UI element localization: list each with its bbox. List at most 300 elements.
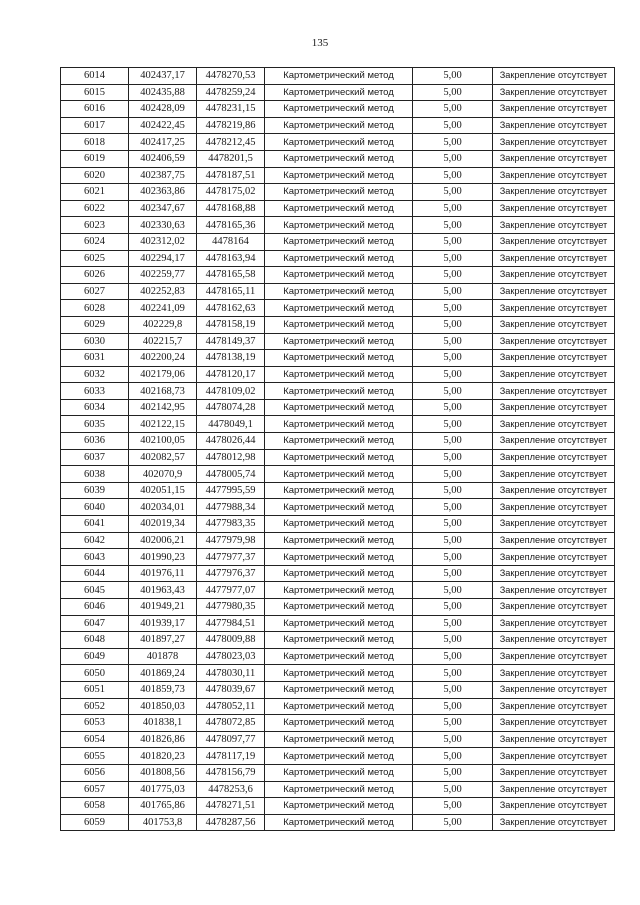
fixation-cell: Закрепление отсутствует [493, 466, 615, 483]
method-cell: Картометрический метод [265, 366, 413, 383]
point-number-cell: 6043 [61, 549, 129, 566]
y-coordinate-cell: 4477988,34 [197, 499, 265, 516]
y-coordinate-cell: 4478026,44 [197, 433, 265, 450]
x-coordinate-cell: 402168,73 [129, 383, 197, 400]
fixation-cell: Закрепление отсутствует [493, 101, 615, 118]
y-coordinate-cell: 4478009,88 [197, 632, 265, 649]
table-row [61, 250, 615, 267]
table-row [61, 648, 615, 665]
table-row [61, 68, 615, 85]
method-cell: Картометрический метод [265, 250, 413, 267]
fixation-cell: Закрепление отсутствует [493, 748, 615, 765]
fixation-cell: Закрепление отсутствует [493, 333, 615, 350]
method-cell: Картометрический метод [265, 681, 413, 698]
point-number-cell: 6025 [61, 250, 129, 267]
table-row [61, 599, 615, 616]
y-coordinate-cell: 4478165,36 [197, 217, 265, 234]
precision-cell: 5,00 [413, 68, 493, 85]
y-coordinate-cell: 4478201,5 [197, 150, 265, 167]
point-number-cell: 6039 [61, 482, 129, 499]
point-number-cell: 6052 [61, 698, 129, 715]
point-number-cell: 6048 [61, 632, 129, 649]
x-coordinate-cell: 402215,7 [129, 333, 197, 350]
table-row [61, 516, 615, 533]
fixation-cell: Закрепление отсутствует [493, 731, 615, 748]
method-cell: Картометрический метод [265, 333, 413, 350]
precision-cell: 5,00 [413, 466, 493, 483]
y-coordinate-cell: 4478162,63 [197, 300, 265, 317]
point-number-cell: 6047 [61, 615, 129, 632]
fixation-cell: Закрепление отсутствует [493, 200, 615, 217]
point-number-cell: 6051 [61, 681, 129, 698]
precision-cell: 5,00 [413, 798, 493, 815]
table-row [61, 582, 615, 599]
x-coordinate-cell: 401753,8 [129, 814, 197, 831]
y-coordinate-cell: 4478012,98 [197, 449, 265, 466]
table-row [61, 300, 615, 317]
y-coordinate-cell: 4478164 [197, 233, 265, 250]
point-number-cell: 6040 [61, 499, 129, 516]
point-number-cell: 6028 [61, 300, 129, 317]
fixation-cell: Закрепление отсутствует [493, 764, 615, 781]
point-number-cell: 6024 [61, 233, 129, 250]
method-cell: Картометрический метод [265, 84, 413, 101]
x-coordinate-cell: 401949,21 [129, 599, 197, 616]
precision-cell: 5,00 [413, 731, 493, 748]
fixation-cell: Закрепление отсутствует [493, 150, 615, 167]
point-number-cell: 6055 [61, 748, 129, 765]
method-cell: Картометрический метод [265, 798, 413, 815]
y-coordinate-cell: 4478149,37 [197, 333, 265, 350]
fixation-cell: Закрепление отсутствует [493, 366, 615, 383]
fixation-cell: Закрепление отсутствует [493, 217, 615, 234]
precision-cell: 5,00 [413, 283, 493, 300]
precision-cell: 5,00 [413, 681, 493, 698]
precision-cell: 5,00 [413, 316, 493, 333]
precision-cell: 5,00 [413, 814, 493, 831]
point-number-cell: 6041 [61, 516, 129, 533]
fixation-cell: Закрепление отсутствует [493, 250, 615, 267]
method-cell: Картометрический метод [265, 184, 413, 201]
y-coordinate-cell: 4478158,19 [197, 316, 265, 333]
x-coordinate-cell: 402294,17 [129, 250, 197, 267]
method-cell: Картометрический метод [265, 101, 413, 118]
precision-cell: 5,00 [413, 516, 493, 533]
x-coordinate-cell: 402229,8 [129, 316, 197, 333]
point-number-cell: 6059 [61, 814, 129, 831]
fixation-cell: Закрепление отсутствует [493, 267, 615, 284]
y-coordinate-cell: 4478023,03 [197, 648, 265, 665]
x-coordinate-cell: 402422,45 [129, 117, 197, 134]
table-row [61, 267, 615, 284]
y-coordinate-cell: 4478039,67 [197, 681, 265, 698]
table-row [61, 200, 615, 217]
fixation-cell: Закрепление отсутствует [493, 68, 615, 85]
method-cell: Картометрический метод [265, 698, 413, 715]
point-number-cell: 6035 [61, 416, 129, 433]
y-coordinate-cell: 4478074,28 [197, 399, 265, 416]
method-cell: Картометрический метод [265, 516, 413, 533]
point-number-cell: 6026 [61, 267, 129, 284]
method-cell: Картометрический метод [265, 416, 413, 433]
fixation-cell: Закрепление отсутствует [493, 184, 615, 201]
point-number-cell: 6021 [61, 184, 129, 201]
precision-cell: 5,00 [413, 333, 493, 350]
precision-cell: 5,00 [413, 416, 493, 433]
table-row [61, 416, 615, 433]
x-coordinate-cell: 402142,95 [129, 399, 197, 416]
precision-cell: 5,00 [413, 200, 493, 217]
table-row [61, 433, 615, 450]
y-coordinate-cell: 4478156,79 [197, 764, 265, 781]
precision-cell: 5,00 [413, 250, 493, 267]
fixation-cell: Закрепление отсутствует [493, 167, 615, 184]
precision-cell: 5,00 [413, 698, 493, 715]
x-coordinate-cell: 401820,23 [129, 748, 197, 765]
fixation-cell: Закрепление отсутствует [493, 449, 615, 466]
x-coordinate-cell: 402122,15 [129, 416, 197, 433]
table-row [61, 814, 615, 831]
table-row [61, 731, 615, 748]
x-coordinate-cell: 402179,06 [129, 366, 197, 383]
table-row [61, 482, 615, 499]
precision-cell: 5,00 [413, 549, 493, 566]
point-number-cell: 6032 [61, 366, 129, 383]
method-cell: Картометрический метод [265, 748, 413, 765]
y-coordinate-cell: 4478109,02 [197, 383, 265, 400]
table-row [61, 681, 615, 698]
x-coordinate-cell: 402200,24 [129, 350, 197, 367]
x-coordinate-cell: 402406,59 [129, 150, 197, 167]
point-number-cell: 6046 [61, 599, 129, 616]
method-cell: Картометрический метод [265, 68, 413, 85]
method-cell: Картометрический метод [265, 565, 413, 582]
y-coordinate-cell: 4478212,45 [197, 134, 265, 151]
coordinates-table [60, 67, 615, 831]
method-cell: Картометрический метод [265, 283, 413, 300]
fixation-cell: Закрепление отсутствует [493, 350, 615, 367]
fixation-cell: Закрепление отсутствует [493, 599, 615, 616]
table-row [61, 565, 615, 582]
precision-cell: 5,00 [413, 715, 493, 732]
precision-cell: 5,00 [413, 648, 493, 665]
table-row [61, 532, 615, 549]
x-coordinate-cell: 402435,88 [129, 84, 197, 101]
precision-cell: 5,00 [413, 167, 493, 184]
fixation-cell: Закрепление отсутствует [493, 814, 615, 831]
method-cell: Картометрический метод [265, 814, 413, 831]
precision-cell: 5,00 [413, 233, 493, 250]
table-row [61, 217, 615, 234]
y-coordinate-cell: 4478072,85 [197, 715, 265, 732]
y-coordinate-cell: 4478097,77 [197, 731, 265, 748]
fixation-cell: Закрепление отсутствует [493, 781, 615, 798]
y-coordinate-cell: 4478270,53 [197, 68, 265, 85]
x-coordinate-cell: 402347,67 [129, 200, 197, 217]
table-row [61, 466, 615, 483]
method-cell: Картометрический метод [265, 582, 413, 599]
table-row [61, 698, 615, 715]
point-number-cell: 6023 [61, 217, 129, 234]
precision-cell: 5,00 [413, 84, 493, 101]
y-coordinate-cell: 4478175,02 [197, 184, 265, 201]
x-coordinate-cell: 402051,15 [129, 482, 197, 499]
point-number-cell: 6037 [61, 449, 129, 466]
point-number-cell: 6014 [61, 68, 129, 85]
precision-cell: 5,00 [413, 433, 493, 450]
y-coordinate-cell: 4478117,19 [197, 748, 265, 765]
y-coordinate-cell: 4478163,94 [197, 250, 265, 267]
y-coordinate-cell: 4478187,51 [197, 167, 265, 184]
fixation-cell: Закрепление отсутствует [493, 615, 615, 632]
x-coordinate-cell: 401939,17 [129, 615, 197, 632]
method-cell: Картометрический метод [265, 217, 413, 234]
precision-cell: 5,00 [413, 217, 493, 234]
y-coordinate-cell: 4478030,11 [197, 665, 265, 682]
method-cell: Картометрический метод [265, 665, 413, 682]
fixation-cell: Закрепление отсутствует [493, 698, 615, 715]
precision-cell: 5,00 [413, 117, 493, 134]
method-cell: Картометрический метод [265, 383, 413, 400]
x-coordinate-cell: 402437,17 [129, 68, 197, 85]
fixation-cell: Закрепление отсутствует [493, 582, 615, 599]
y-coordinate-cell: 4478287,56 [197, 814, 265, 831]
table-row [61, 233, 615, 250]
y-coordinate-cell: 4478052,11 [197, 698, 265, 715]
fixation-cell: Закрепление отсутствует [493, 84, 615, 101]
table-row [61, 499, 615, 516]
fixation-cell: Закрепление отсутствует [493, 715, 615, 732]
table-row [61, 665, 615, 682]
y-coordinate-cell: 4478168,88 [197, 200, 265, 217]
precision-cell: 5,00 [413, 781, 493, 798]
x-coordinate-cell: 402019,34 [129, 516, 197, 533]
method-cell: Картометрический метод [265, 300, 413, 317]
precision-cell: 5,00 [413, 499, 493, 516]
table-row [61, 764, 615, 781]
y-coordinate-cell: 4478005,74 [197, 466, 265, 483]
method-cell: Картометрический метод [265, 648, 413, 665]
method-cell: Картометрический метод [265, 399, 413, 416]
fixation-cell: Закрепление отсутствует [493, 532, 615, 549]
precision-cell: 5,00 [413, 632, 493, 649]
precision-cell: 5,00 [413, 482, 493, 499]
method-cell: Картометрический метод [265, 350, 413, 367]
fixation-cell: Закрепление отсутствует [493, 665, 615, 682]
precision-cell: 5,00 [413, 267, 493, 284]
precision-cell: 5,00 [413, 764, 493, 781]
fixation-cell: Закрепление отсутствует [493, 316, 615, 333]
fixation-cell: Закрепление отсутствует [493, 283, 615, 300]
method-cell: Картометрический метод [265, 150, 413, 167]
table-row [61, 117, 615, 134]
y-coordinate-cell: 4478259,24 [197, 84, 265, 101]
x-coordinate-cell: 401775,03 [129, 781, 197, 798]
fixation-cell: Закрепление отсутствует [493, 648, 615, 665]
x-coordinate-cell: 401897,27 [129, 632, 197, 649]
method-cell: Картометрический метод [265, 549, 413, 566]
precision-cell: 5,00 [413, 150, 493, 167]
table-row [61, 316, 615, 333]
point-number-cell: 6049 [61, 648, 129, 665]
point-number-cell: 6018 [61, 134, 129, 151]
precision-cell: 5,00 [413, 665, 493, 682]
point-number-cell: 6027 [61, 283, 129, 300]
x-coordinate-cell: 402241,09 [129, 300, 197, 317]
table-row [61, 283, 615, 300]
x-coordinate-cell: 401869,24 [129, 665, 197, 682]
table-row [61, 350, 615, 367]
point-number-cell: 6042 [61, 532, 129, 549]
x-coordinate-cell: 402428,09 [129, 101, 197, 118]
table-row [61, 84, 615, 101]
table-row [61, 101, 615, 118]
fixation-cell: Закрепление отсутствует [493, 117, 615, 134]
y-coordinate-cell: 4478165,11 [197, 283, 265, 300]
method-cell: Картометрический метод [265, 200, 413, 217]
method-cell: Картометрический метод [265, 482, 413, 499]
fixation-cell: Закрепление отсутствует [493, 233, 615, 250]
method-cell: Картометрический метод [265, 167, 413, 184]
table-row [61, 333, 615, 350]
x-coordinate-cell: 401878 [129, 648, 197, 665]
x-coordinate-cell: 401850,03 [129, 698, 197, 715]
method-cell: Картометрический метод [265, 233, 413, 250]
x-coordinate-cell: 402100,05 [129, 433, 197, 450]
fixation-cell: Закрепление отсутствует [493, 516, 615, 533]
y-coordinate-cell: 4478253,6 [197, 781, 265, 798]
x-coordinate-cell: 402259,77 [129, 267, 197, 284]
precision-cell: 5,00 [413, 350, 493, 367]
table-row [61, 549, 615, 566]
point-number-cell: 6029 [61, 316, 129, 333]
fixation-cell: Закрепление отсутствует [493, 416, 615, 433]
method-cell: Картометрический метод [265, 632, 413, 649]
table-row [61, 366, 615, 383]
x-coordinate-cell: 401826,86 [129, 731, 197, 748]
point-number-cell: 6056 [61, 764, 129, 781]
point-number-cell: 6058 [61, 798, 129, 815]
y-coordinate-cell: 4477979,98 [197, 532, 265, 549]
method-cell: Картометрический метод [265, 466, 413, 483]
table-row [61, 781, 615, 798]
x-coordinate-cell: 401859,73 [129, 681, 197, 698]
y-coordinate-cell: 4477977,37 [197, 549, 265, 566]
precision-cell: 5,00 [413, 300, 493, 317]
precision-cell: 5,00 [413, 615, 493, 632]
fixation-cell: Закрепление отсутствует [493, 300, 615, 317]
table-row [61, 632, 615, 649]
precision-cell: 5,00 [413, 184, 493, 201]
table-row [61, 399, 615, 416]
method-cell: Картометрический метод [265, 532, 413, 549]
method-cell: Картометрический метод [265, 599, 413, 616]
point-number-cell: 6019 [61, 150, 129, 167]
y-coordinate-cell: 4477984,51 [197, 615, 265, 632]
precision-cell: 5,00 [413, 366, 493, 383]
precision-cell: 5,00 [413, 449, 493, 466]
method-cell: Картометрический метод [265, 267, 413, 284]
table-row [61, 449, 615, 466]
precision-cell: 5,00 [413, 383, 493, 400]
fixation-cell: Закрепление отсутствует [493, 798, 615, 815]
x-coordinate-cell: 402252,83 [129, 283, 197, 300]
precision-cell: 5,00 [413, 532, 493, 549]
fixation-cell: Закрепление отсутствует [493, 383, 615, 400]
page-number: 135 [311, 37, 329, 49]
point-number-cell: 6016 [61, 101, 129, 118]
point-number-cell: 6031 [61, 350, 129, 367]
method-cell: Картометрический метод [265, 715, 413, 732]
fixation-cell: Закрепление отсутствует [493, 482, 615, 499]
y-coordinate-cell: 4478138,19 [197, 350, 265, 367]
fixation-cell: Закрепление отсутствует [493, 632, 615, 649]
x-coordinate-cell: 402387,75 [129, 167, 197, 184]
fixation-cell: Закрепление отсутствует [493, 433, 615, 450]
point-number-cell: 6053 [61, 715, 129, 732]
y-coordinate-cell: 4477983,35 [197, 516, 265, 533]
precision-cell: 5,00 [413, 101, 493, 118]
x-coordinate-cell: 402330,63 [129, 217, 197, 234]
x-coordinate-cell: 402070,9 [129, 466, 197, 483]
x-coordinate-cell: 401765,86 [129, 798, 197, 815]
x-coordinate-cell: 402363,86 [129, 184, 197, 201]
fixation-cell: Закрепление отсутствует [493, 681, 615, 698]
y-coordinate-cell: 4478165,58 [197, 267, 265, 284]
precision-cell: 5,00 [413, 134, 493, 151]
point-number-cell: 6045 [61, 582, 129, 599]
point-number-cell: 6034 [61, 399, 129, 416]
y-coordinate-cell: 4477977,07 [197, 582, 265, 599]
method-cell: Картометрический метод [265, 764, 413, 781]
x-coordinate-cell: 402006,21 [129, 532, 197, 549]
x-coordinate-cell: 401963,43 [129, 582, 197, 599]
method-cell: Картометрический метод [265, 449, 413, 466]
method-cell: Картометрический метод [265, 134, 413, 151]
point-number-cell: 6038 [61, 466, 129, 483]
table-row [61, 383, 615, 400]
y-coordinate-cell: 4477980,35 [197, 599, 265, 616]
y-coordinate-cell: 4477976,37 [197, 565, 265, 582]
fixation-cell: Закрепление отсутствует [493, 134, 615, 151]
precision-cell: 5,00 [413, 599, 493, 616]
precision-cell: 5,00 [413, 565, 493, 582]
method-cell: Картометрический метод [265, 117, 413, 134]
point-number-cell: 6020 [61, 167, 129, 184]
x-coordinate-cell: 401838,1 [129, 715, 197, 732]
point-number-cell: 6033 [61, 383, 129, 400]
precision-cell: 5,00 [413, 582, 493, 599]
y-coordinate-cell: 4477995,59 [197, 482, 265, 499]
y-coordinate-cell: 4478219,86 [197, 117, 265, 134]
y-coordinate-cell: 4478231,15 [197, 101, 265, 118]
table-row [61, 798, 615, 815]
x-coordinate-cell: 401808,56 [129, 764, 197, 781]
point-number-cell: 6036 [61, 433, 129, 450]
table-row [61, 134, 615, 151]
point-number-cell: 6030 [61, 333, 129, 350]
precision-cell: 5,00 [413, 399, 493, 416]
coordinates-table-body [61, 68, 615, 831]
point-number-cell: 6022 [61, 200, 129, 217]
table-row [61, 748, 615, 765]
method-cell: Картометрический метод [265, 499, 413, 516]
method-cell: Картометрический метод [265, 781, 413, 798]
point-number-cell: 6050 [61, 665, 129, 682]
fixation-cell: Закрепление отсутствует [493, 499, 615, 516]
method-cell: Картометрический метод [265, 316, 413, 333]
x-coordinate-cell: 402312,02 [129, 233, 197, 250]
